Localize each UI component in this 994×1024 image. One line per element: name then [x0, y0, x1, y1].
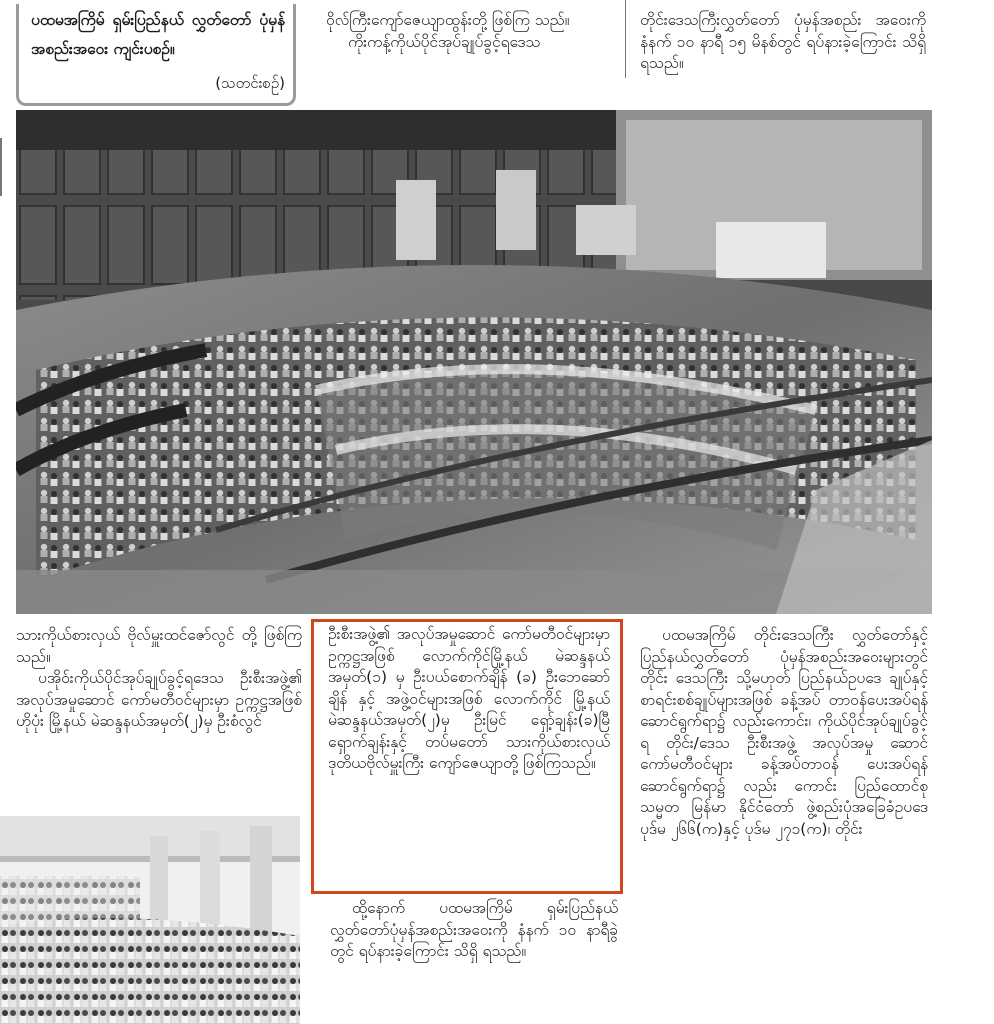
right-column-p1: ပထမအကြိမ် တိုင်းဒေသကြီး လွှတ်တော်နှင့် ပြည်နယ်လွှတ်တော် ပုံမှန်အစည်းအဝေးများတွင် တိုင်း ဒေသကြီး သို့မဟုတ် ပြည်နယ်ဥပဒေ ချုပ်နှင့် စာရင်းစစ်ချုပ်များအဖြစ် ခန့်အပ် တာဝန်ပေးအပ်ရန် ဆောင်ရွက်ရာ၌ လည်းကောင်း၊ ကိုယ်ပိုင်အုပ်ချုပ်ခွင့်ရ တိုင်း/ဒေသ ဦးစီးအဖွဲ့ အလုပ်အမှု ဆောင် ကော်မတီဝင်များ ခန့်အပ်တာဝန် ပေးအပ်ရန် ဆောင်ရွက်ရာ၌ လည်း ကောင်း ပြည်ထောင်စုသမ္မတ မြန်မာ နိုင်ငံတော် ဖွဲ့စည်းပုံအခြေခံဥပဒေ ပုဒ်မ ၂၆၆(က)နှင့် ပုဒ်မ ၂၇၁(က)၊ တိုင်း	[640, 626, 928, 838]
center-column-p-after: ထို့နောက် ပထမအကြိမ် ရှမ်းပြည်နယ် လွှတ်တော်ပုံမှန်အစည်းအဝေးကို နံနက် ၁၀ နာရီခွဲတွင် ရပ်နားခဲ့ကြောင်း သိရှိ ရသည်။	[330, 899, 618, 960]
top-center-p1: ဝိုလ်ကြီးကျော်ဇေယျာထွန်းတို့ ဖြစ်ကြ သည်။	[326, 11, 570, 29]
headline-box	[16, 4, 296, 106]
left-column-text	[16, 625, 302, 805]
photo-credit: (သတင်းစဉ်)	[215, 74, 285, 92]
top-right-text	[640, 10, 926, 105]
main-photo	[16, 110, 932, 614]
headline-title: ပထမအကြိမ် ရှမ်းပြည်နယ် လွှတ်တော် ပုံမှန်အစည်းအဝေး ကျင်းပစဉ်။	[31, 11, 285, 58]
left-column-p2: ပအိုဝ်းကိုယ်ပိုင်အုပ်ချုပ်ခွင့်ရဒေသ ဦးစီးအဖွဲ့၏ အလုပ်အမှုဆောင် ကော်မတီဝင်များမှာ ဥက္ကဋ္ဌအဖြစ် ဟိုပုံး မြို့နယ် မဲဆန္ဒနယ်အမှတ်(၂)မှ ဦးစံလွင်	[16, 669, 302, 730]
right-column-text	[640, 625, 928, 1024]
parliament-hall-image	[16, 110, 932, 614]
audience-image	[0, 816, 300, 1024]
small-photo	[0, 816, 300, 1024]
center-column-text	[330, 898, 618, 1024]
column-divider-top	[625, 0, 626, 78]
highlighted-paragraph: ဦးစီးအဖွဲ့၏ အလုပ်အမှုဆောင် ကော်မတီဝင်များမှာ ဥက္ကဋ္ဌအဖြစ် လောက်ကိုင်မြို့နယ် မဲဆန္ဒနယ်အမှတ်(၁) မှ ဦးပယ်စောက်ချိန် (ခ) ဦးဘေဆော်ချိန် နှင့် အဖွဲ့ဝင်များအဖြစ် လောက်ကိုင် မြို့နယ် မဲဆန္ဒနယ်အမှတ်(၂)မှ ဦးမြင် ရှော့်ချန်း(ခ)မြီရှောက်ချန်းနှင့် တပ်မတော် သားကိုယ်စားလှယ် ဒုတိယဗိုလ်မှူးကြီး ကျော်ဇေယျာတို့ ဖြစ်ကြသည်။	[328, 625, 610, 772]
top-right-p1: တိုင်းဒေသကြီးလွှတ်တော် ပုံမှန်အစည်း အဝေးကို နံနက် ၁၀ နာရီ ၁၅ မိနစ်တွင် ရပ်နားခဲ့ကြောင်း သိရှိရသည်။	[640, 11, 926, 72]
left-column-p1: သားကိုယ်စားလှယ် ဗိုလ်မှူးထင်ဇော်လွင် တို့ ဖြစ်ကြသည်။	[16, 626, 302, 666]
top-center-p2: ကိုးကန့်ကိုယ်ပိုင်အုပ်ချုပ်ခွင့်ရဒေသ	[348, 32, 541, 51]
top-center-text	[326, 10, 616, 105]
highlighted-paragraph-box	[311, 619, 623, 894]
margin-mark	[0, 138, 2, 196]
